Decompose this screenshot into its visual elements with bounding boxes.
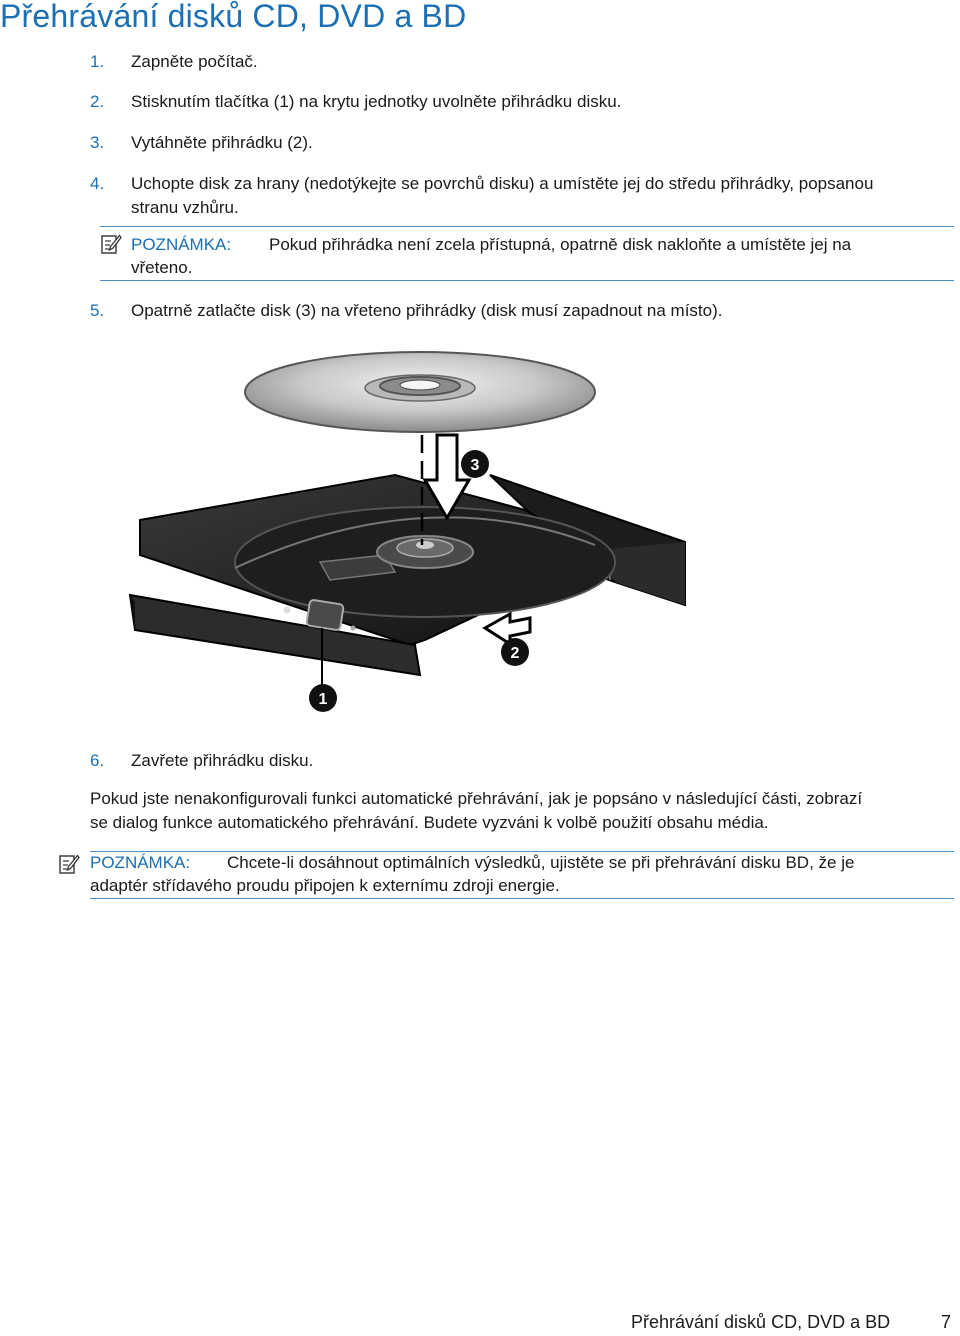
step-text: Zapněte počítač.	[131, 52, 258, 71]
note-text: Chcete-li dosáhnout optimálních výsledků, ujistěte se při přehrávání disku BD, že je	[227, 853, 855, 872]
note-text: Pokud přihrádka není zcela přístupná, opatrně disk nakloňte a umístěte jej na	[269, 235, 852, 254]
callout-1	[309, 684, 337, 712]
step-number: 3.	[90, 133, 105, 152]
note-pencil-icon	[100, 233, 122, 255]
callout-3	[461, 450, 489, 478]
step-number: 2.	[90, 92, 105, 111]
note-rule-top	[90, 851, 954, 852]
step-text: Uchopte disk za hrany (nedotýkejte se povrchů disku) a umístěte jej do středu přihrádky, popsanou	[131, 174, 874, 193]
footer-section-title: Přehrávání disků CD, DVD a BD	[631, 1312, 891, 1332]
paragraph-line-2: se dialog funkce automatického přehrávání. Budete vyzváni k volbě použití obsahu média.	[90, 813, 769, 832]
page-title: Přehrávání disků CD, DVD a BD	[0, 0, 467, 34]
note-label: POZNÁMKA:	[90, 853, 191, 872]
step-number: 5.	[90, 301, 105, 320]
callout-2	[501, 638, 529, 666]
step-text: Stisknutím tlačítka (1) na krytu jednotky uvolněte přihrádku disku.	[131, 92, 622, 111]
paragraph-line-1: Pokud jste nenakonfigurovali funkci automatické přehrávání, jak je popsáno v následující části, zobrazí	[90, 789, 863, 808]
callout-2-label: 2	[510, 645, 520, 662]
note-label: POZNÁMKA:	[131, 235, 232, 254]
callout-3-label: 3	[470, 457, 480, 474]
page-number: 7	[941, 1312, 952, 1332]
step-number: 6.	[90, 751, 105, 770]
note-rule-bottom	[100, 280, 954, 281]
note-rule-top	[100, 226, 954, 227]
step-number: 4.	[90, 174, 105, 193]
step-text: Vytáhněte přihrádku (2).	[131, 133, 313, 152]
note-text-continued: adaptér střídavého proudu připojen k externímu zdroji energie.	[90, 876, 560, 895]
step-text: Opatrně zatlačte disk (3) na vřeteno přihrádky (disk musí zapadnout na místo).	[131, 301, 723, 320]
note-rule-bottom	[90, 898, 954, 899]
note-text-continued: vřeteno.	[131, 258, 193, 277]
step-text-continued: stranu vzhůru.	[131, 198, 239, 217]
note-pencil-icon	[58, 853, 80, 875]
disc-tray-illustration	[125, 340, 695, 720]
callout-1-label: 1	[318, 691, 328, 708]
step-number: 1.	[90, 52, 105, 71]
step-text: Zavřete přihrádku disku.	[131, 751, 314, 770]
